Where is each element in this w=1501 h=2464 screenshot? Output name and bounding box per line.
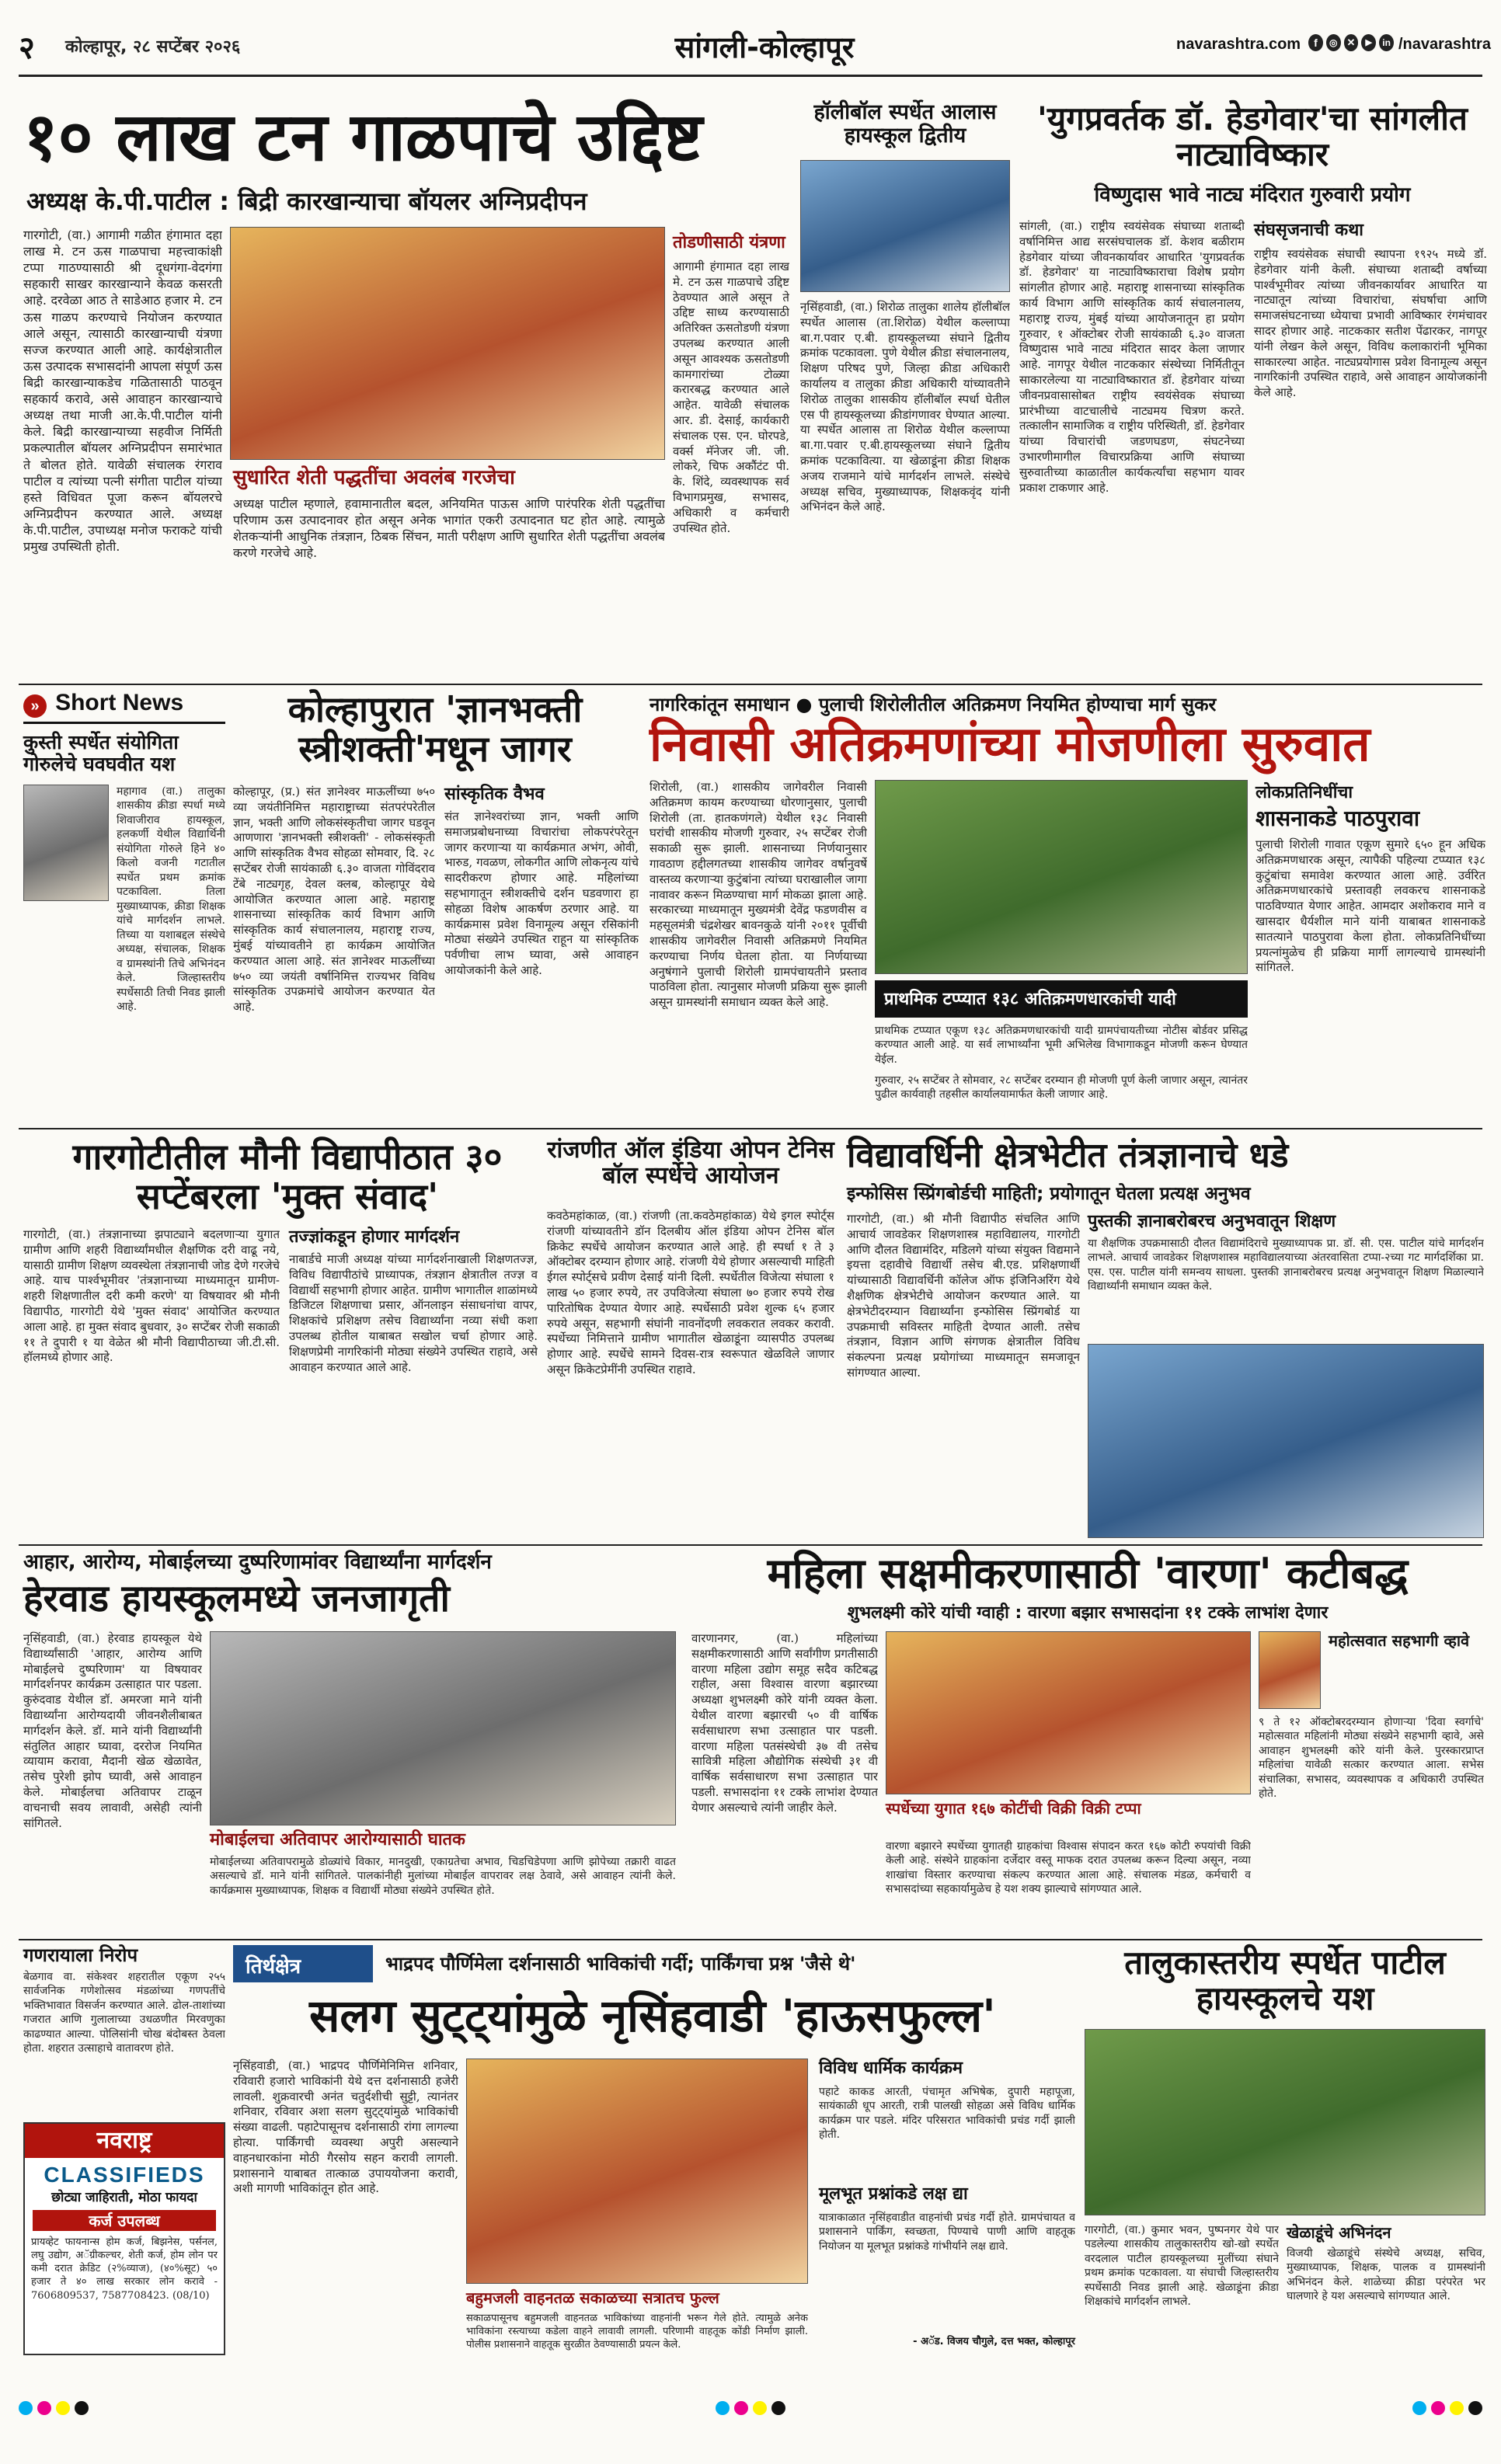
story11-box-title: खेळाडूंचे अभिनंदन bbox=[1287, 2223, 1391, 2242]
story8-headline: विद्यावर्धिनी क्षेत्रभेटीत तंत्रज्ञानाचे धडे bbox=[847, 1136, 1289, 1175]
row2-rule bbox=[19, 1128, 1482, 1129]
page-number: २ bbox=[19, 30, 35, 66]
story8-box-title: पुस्तकी ज्ञानाबरोबरच अनुभवातून शिक्षण bbox=[1088, 1212, 1336, 1231]
ganpati-body: बेळगाव वा. संकेश्वर शहरातील एकूण २५५ सार्वजनिक गणेशोत्सव मंडळांच्या गणपतींचे भक्तिभावात विसर्जन करण्यात आले. ढोल-ताशांच्या गजरात आणि गुलालाच्या उधळणीत मिरवणुका काढण्यात आल्या. पोलिसांनी चोख बंदोबस्त ठेवला होता. शहरात उत्साहाचे वातावरण होते. bbox=[23, 1971, 225, 2055]
story2-photo bbox=[800, 160, 1010, 292]
story4-side-title: सांस्कृतिक वैभव bbox=[444, 785, 545, 804]
ganpati-headline: गणरायाला निरोप bbox=[23, 1944, 138, 1966]
story5-kicker-right: पुलाची शिरोलीतील अतिक्रमण नियमित होण्याचा मार्ग सुकर bbox=[818, 694, 1217, 715]
story3-box-text: राष्ट्रीय स्वयंसेवक संघाची स्थापना १९२५ मध्ये डॉ. हेडगेवार यांनी केली. संघाच्या शताब्दी वर्षाच्या पार्श्वभूमीवर त्यांच्या जीवनकार्यावर आधारित या नाट्यातून त्यांच्या विचारांचा, संघर्षाचा आणि समाजसंघटनाच्या ध्येयाचा प्रभावी आविष्कार रंगमंचावर सादर होणार आहे. नाटककार सतीश पेंढारकर, नागपूर यांनी लेखन केले असून, विविध कलाकारांनी भूमिका साकारल्या आहेत. नाट्यप्रयोगास प्रवेश विनामूल्य असून नागरिकांनी उपस्थित राहावे, असे आवाहन आयोजकांनी केले आहे. bbox=[1254, 247, 1487, 400]
story10-subhead: शुभलक्ष्मी कोरे यांची ग्वाही : वारणा बझार सभासदांना ११ टक्के लाभांश देणार bbox=[847, 1603, 1329, 1623]
story8-body: गारगोटी, (वा.) श्री मौनी विद्यापीठ संचलित आणि आचार्य जावडेकर शिक्षणशास्त्र महाविद्यालय, गारगोटी आणि दौलत विद्यामंदिर, मडिलगे यांच्या संयुक्त विद्यमाने इयत्ता दहावीचे विद्यार्थी तसेच बी.एड. प्रशिक्षणार्थी यांच्यासाठी विद्यावर्धिनी कॉलेज ऑफ इंजिनिअरिंग येथे शैक्षणिक क्षेत्रभेटीचे आयोजन करण्यात आले. या क्षेत्रभेटीदरम्यान विद्यार्थ्यांना इन्फोसिस स्प्रिंगबोर्ड या उपक्रमाची सविस्तर माहिती देण्यात आली. तसेच तंत्रज्ञान, विज्ञान आणि संगणक क्षेत्रातील विविध संकल्पना प्रत्यक्ष प्रयोगांच्या माध्यमातून समजावून सांगण्यात आल्या. bbox=[847, 1212, 1080, 1380]
story3-headline: 'युगप्रवर्तक डॉ. हेडगेवार'चा सांगलीत नाट्याविष्कार bbox=[1037, 99, 1468, 174]
tirth-quote-title: मूलभूत प्रश्नांकडे लक्ष द्या bbox=[819, 2184, 968, 2204]
classified-box[interactable] bbox=[23, 2122, 225, 2355]
story10-photo-caption: स्पर्धेच्या युगात १६७ कोटींची विक्री विक्री टप्पा bbox=[886, 1799, 1141, 1818]
story10-portrait bbox=[1259, 1631, 1321, 1709]
tirth-label-box bbox=[233, 1945, 373, 1982]
social-handle[interactable]: /navarashtra bbox=[1398, 36, 1491, 53]
page-date: कोल्हापूर, २८ सप्टेंबर २०२६ bbox=[65, 37, 241, 57]
story5-photo bbox=[875, 780, 1248, 974]
story5-bullet1: प्राथमिक टप्प्यात एकूण १३८ अतिक्रमणधारकांची यादी ग्रामपंचायतीच्या नोटीस बोर्डवर प्रसिद्ध करण्यात आली आहे. या सर्व लाभार्थ्यांना भूमी अभिलेख विभागाकडून मोजणी करून घेण्यात येईल. bbox=[875, 1025, 1248, 1066]
tirth-quote-text: यात्राकाळात नृसिंहवाडीत वाहनांची प्रचंड गर्दी होते. ग्रामपंचायत व प्रशासनाने पार्किंग, स्वच्छता, पिण्याचे पाणी आणि वाहतूक नियोजन या मूलभूत प्रश्नांकडे गांभीर्याने लक्ष द्यावे. bbox=[819, 2212, 1075, 2253]
row3-rule bbox=[19, 1544, 1482, 1546]
story5-box-kicker: लोकप्रतिनिधींचा bbox=[1255, 783, 1353, 802]
story9-photo-text: मोबाईलच्या अतिवापरामुळे डोळ्यांचे विकार, मानदुखी, एकाग्रतेचा अभाव, चिडचिडेपणा आणि झोपेच्या तक्रारी वाढत असल्याचे डॉ. माने यांनी सांगितले. पालकांनीही मुलांच्या मोबाईल वापरावर लक्ष ठेवावे, असे आवाहन त्यांनी केले. कार्यक्रमास मुख्याध्यापक, शिक्षक व विद्यार्थी मोठ्या संख्येने उपस्थित होते. bbox=[210, 1856, 676, 1897]
story5-bullet2: गुरुवार, २५ सप्टेंबर ते सोमवार, २८ सप्टेंबर दरम्यान ही मोजणी पूर्ण केली जाणार असून, त्यानंतर पुढील कार्यवाही तहसील कार्यालयामार्फत केली जाणार आहे. bbox=[875, 1074, 1248, 1101]
story5-kicker-left: नागरिकांतून समाधान bbox=[650, 694, 790, 715]
shortnews-headline: कुस्ती स्पर्धेत संयोगिता गोरुलेचे घवघवीत यश bbox=[23, 731, 179, 775]
reg-dots-left bbox=[19, 2401, 89, 2415]
classified-text: प्रायव्हेट फायनान्स होम कर्ज, बिझनेस, पर्सनल, लघु उद्योग, अॅग्रीकल्चर, शेती कर्ज, होम लोन पर कमी दरात क्रेडिट (२%व्याज), (४०%सूट) ५० हजार ते ४० लाख सरकार लोन करावे - 7606809537, 7587708423. (08/10) bbox=[31, 2236, 218, 2302]
tirth-photo-caption: बहुमजली वाहनतळ सकाळच्या सत्रातच फुल्ल bbox=[466, 2288, 719, 2307]
story1-photo-text: अध्यक्ष पाटील म्हणाले, हवामानातील बदल, अनियमित पाऊस आणि पारंपरिक शेती पद्धतींचा परिणाम ऊस उत्पादनावर होत असून अनेक भागांत एकरी उत्पादनात घट होत आहे. त्यामुळे शेतकऱ्यांनी आधुनिक तंत्रज्ञान, ठिबक सिंचन, माती परीक्षण आणि सुधारित शेती पद्धतींचा अवलंब करणे गरजेचे आहे. bbox=[233, 496, 665, 561]
masthead bbox=[19, 23, 1491, 75]
youtube-icon[interactable]: ▶ bbox=[1361, 34, 1376, 51]
tirth-box-text: पहाटे काकड आरती, पंचामृत अभिषेक, दुपारी महापूजा, सायंकाळी धूप आरती, रात्री पालखी सोहळा असे विविध धार्मिक कार्यक्रम पार पडले. मंदिर परिसरात भाविकांची प्रचंड गर्दी झाली होती. bbox=[819, 2086, 1075, 2142]
story5-body: शिरोली, (वा.) शासकीय जागेवरील निवासी अतिक्रमण कायम करण्याच्या धोरणानुसार, पुलाची शिरोली (ता. हातकणंगले) येथील १३८ निवासी घरांची शासकीय मोजणी गुरुवार, २५ सप्टेंबर रोजी सकाळी सुरू झाली. शासनाच्या निर्णयानुसार गावठाण हद्दीलगतच्या शासकीय जागेवर वर्षानुवर्षे वास्तव्य करणाऱ्या कुटुंबांना त्यांच्या घराखालील जागा नावावर करून मिळण्याचा मार्ग मोकळा झाला आहे. सरकारच्या माध्यमातून मुख्यमंत्री देवेंद्र फडणवीस व महसूलमंत्री चंद्रशेखर बावनकुळे यांनी २०११ पूर्वीची शासकीय जागेवरील निवासी अतिक्रमणे नियमित करण्याचा निर्णय घेतला होता. या निर्णयाच्या अनुषंगाने पुलाची शिरोली ग्रामपंचायतीने प्रस्ताव पाठविला होता. त्यानुसार मोजणी प्रक्रिया सुरू झाली असून ग्रामस्थांनी समाधान व्यक्त केले आहे. bbox=[650, 780, 867, 1010]
reg-dots-right bbox=[1412, 2401, 1482, 2415]
story5-box-text: पुलाची शिरोली गावात एकूण सुमारे ६५० हून अधिक अतिक्रमणधारक असून, त्यापैकी पहिल्या टप्प्यात १३८ कुटुंबांचा समावेश करण्यात आला आहे. उर्वरित अतिक्रमणधारकांचे प्रस्तावही लवकरच शासनाकडे पाठविण्यात येणार आहेत. आमदार अशोकराव माने व खासदार धैर्यशील माने यांनी याबाबत शासनाकडे सातत्याने पाठपुरावा केला होता. लोकप्रतिनिधींच्या प्रयत्नांमुळेच ही प्रक्रिया मार्गी लागल्याचे ग्रामस्थांनी सांगितले. bbox=[1255, 837, 1485, 975]
story8-subhead: इन्फोसिस स्प्रिंगबोर्डची माहिती; प्रयोगातून घेतला प्रत्यक्ष अनुभव bbox=[847, 1184, 1251, 1204]
story1-headline: १० लाख टन गाळपाचे उद्दिष्ट bbox=[23, 99, 703, 176]
story1-body: गारगोटी, (वा.) आगामी गळीत हंगामात दहा लाख मे. टन ऊस गाळपाचा महत्त्वाकांक्षी टप्पा गाठण्यासाठी श्री दूधगंगा-वेदगंगा सहकारी साखर कारखान्याने केवळ कसरती आहे. दरवेळा आठ ते साडेआठ हजार मे. टन ऊस गाळप करण्याचे नियोजन करण्यात आले असून, त्यासाठी कारखान्याची यंत्रणा सज्ज करण्यात आली आहे. कार्यक्षेत्रातील ऊस उत्पादक सभासदांनी आपला संपूर्ण ऊस बिद्री कारखान्याकडेच गळितासाठी पाठवून सहकार्य करावे, असे आवाहन कारखान्याचे अध्यक्ष तथा माजी आ.के.पी.पाटील यांनी केले. बिद्री कारखान्याच्या सहवीज निर्मिती प्रकल्पातील बॉयलर अग्निप्रदीपन समारंभात ते बोलत होते. यावेळी संचालक रंगराव पाटील व त्यांच्या पत्नी संगीता पाटील यांच्या हस्ते विधिवत पूजा करून बॉयलरचे अग्निप्रदीपन करण्यात आले. अध्यक्ष के.पी.पाटील, उपाध्यक्ष मनोज फराकटे यांची प्रमुख उपस्थिती होती. bbox=[23, 228, 222, 555]
story6-side-title: तज्ज्ञांकडून होणार मार्गदर्शन bbox=[289, 1227, 460, 1247]
story1-photo-caption: सुधारित शेती पद्धतींचा अवलंब गरजेचा bbox=[233, 466, 515, 489]
story5-box bbox=[1255, 780, 1485, 1122]
classified-brand: नवराष्ट्र bbox=[25, 2124, 224, 2158]
tirth-photo bbox=[466, 2059, 808, 2284]
reg-dots-center bbox=[716, 2401, 785, 2415]
story11-headline: तालुकास्तरीय स्पर्धेत पाटील हायस्कूलचे यश bbox=[1124, 1944, 1446, 2018]
story3-subhead: विष्णुदास भावे नाट्य मंदिरात गुरुवारी प्रयोग bbox=[1094, 183, 1411, 207]
story1-subhead: अध्यक्ष के.पी.पाटील : बिद्री कारखान्याचा बॉयलर अग्निप्रदीपन bbox=[26, 186, 587, 216]
section-title: सांगली-कोल्हापूर bbox=[674, 30, 855, 64]
story5-photo-caption: प्राथमिक टप्प्यात १३८ अतिक्रमणधारकांची यादी bbox=[884, 990, 1176, 1009]
shortnews-arrow-icon: » bbox=[23, 694, 47, 718]
story9-headline: हेरवाड हायस्कूलमध्ये जनजागृती bbox=[23, 1577, 450, 1620]
masthead-rule bbox=[19, 75, 1482, 77]
story5-headline: निवासी अतिक्रमणांच्या मोजणीला सुरुवात bbox=[650, 715, 1370, 772]
row4-rule bbox=[19, 1939, 1482, 1940]
story3-body: सांगली, (वा.) राष्ट्रीय स्वयंसेवक संघाच्या शताब्दी वर्षानिमित्त आद्य सरसंघचालक डॉ. केशव बळीराम हेडगेवार यांच्या जीवनकार्यावर आधारित 'युगप्रवर्तक डॉ. हेडगेवार' या नाट्याविष्काराचा विशेष प्रयोग सांगलीत होणार आहे. महाराष्ट्र शासनाच्या सांस्कृतिक कार्य विभाग आणि सांस्कृतिक कार्य संचालनालय, महाराष्ट्र राज्य, मुंबई यांच्या आयोजनातून हा प्रयोग गुरुवार, १ ऑक्टोबर रोजी सायंकाळी ६.३० वाजता विष्णुदास भावे नाट्य मंदिरात सादर केला जाणार आहे. नागपूर येथील नाटककार संस्थेच्या निर्मितीतून साकारलेल्या या नाट्याविष्कारात डॉ. हेडगेवार यांच्या जीवनप्रवासासोबत राष्ट्रीय स्वयंसेवक संघाच्या प्रारंभीच्या वाटचालीचे नाट्यमय चित्रण करते. तत्कालीन सामाजिक व राष्ट्रीय परिस्थिती, डॉ. हेडगेवार यांच्या विचारांची जडणघडण, संघटनेच्या उभारणीमागील विचारप्रक्रिया आणि संघाच्या सुरुवातीच्या काळातील कार्यकर्त्यांचा सहभाग यावर प्रकाश टाकणार आहे. bbox=[1019, 219, 1245, 495]
story6-side-text: नाबार्डचे माजी अध्यक्ष यांच्या मार्गदर्शनाखाली शिक्षणतज्ज्ञ, विविध विद्यापीठांचे प्राध्यापक, तंत्रज्ञान क्षेत्रातील तज्ज्ञ व विद्यार्थी सहभागी होणार आहेत. ग्रामीण भागातील शाळांमध्ये डिजिटल शिक्षणाचा प्रसार, ऑनलाइन संसाधनांचा वापर, शिक्षकांचे प्रशिक्षण तसेच विद्यार्थ्यांना नव्या संधी कशा उपलब्ध होतील याबाबत सखोल चर्चा होणार आहे. शिक्षणप्रेमी नागरिकांनी मोठ्या संख्येने उपस्थित राहावे, असे आवाहन करण्यात आले आहे. bbox=[289, 1252, 538, 1374]
story9-photo bbox=[210, 1631, 676, 1825]
story8-box-text: या शैक्षणिक उपक्रमासाठी दौलत विद्यामंदिराचे मुख्याध्यापक प्रा. डॉ. सी. एस. पाटील यांचे मार्गदर्शन लाभले. आचार्य जावडेकर शिक्षणशास्त्र महाविद्यालयाच्या अंतरवासिता टप्पा-२च्या गट मार्गदर्शिका प्रा. एस. एस. पाटील यांनी समन्वय साधला. पुस्तकी ज्ञानाबरोबरच प्रत्यक्ष अनुभवातून शिक्षण मिळाल्याने विद्यार्थ्यांनी समाधान व्यक्त केले. bbox=[1088, 1237, 1484, 1293]
story9-photo-caption: मोबाईलचा अतिवापर आरोग्यासाठी घातक bbox=[210, 1830, 465, 1850]
shortnews-label-bar bbox=[23, 690, 225, 724]
story9-body: नृसिंहवाडी, (वा.) हेरवाड हायस्कूल येथे विद्यार्थ्यांसाठी 'आहार, आरोग्य आणि मोबाईलचे दुष्परिणाम' या विषयावर मार्गदर्शनपर कार्यक्रम उत्साहात पार पडला. कुरुंदवाड येथील डॉ. अमरजा माने यांनी विद्यार्थ्यांना आरोग्यदायी जीवनशैलीबाबत मार्गदर्शन केले. डॉ. माने यांनी विद्यार्थ्यांनी संतुलित आहार घ्यावा, दररोज नियमित व्यायाम करावा, मैदानी खेळ खेळावेत, तसेच पुरेशी झोप घ्यावी, असे आवाहन केले. मोबाईलचा अतिवापर टाळून वाचनाची सवय लावावी, असेही त्यांनी सांगितले. bbox=[23, 1631, 202, 1830]
shortnews-label: Short News bbox=[55, 690, 184, 715]
story11-box-text: विजयी खेळाडूंचे संस्थेचे अध्यक्ष, सचिव, मुख्याध्यापक, शिक्षक, पालक व ग्रामस्थांनी अभिनंदन केले. शाळेच्या क्रीडा परंपरेत भर घालणारे हे यश असल्याचे सांगण्यात आले. bbox=[1287, 2247, 1485, 2303]
tirth-quote-author: - अॅड. विजय चौगुले, दत्त भक्त, कोल्हापूर bbox=[913, 2336, 1075, 2347]
story9-kicker: आहार, आरोग्य, मोबाईलच्या दुष्परिणामांवर विद्यार्थ्यांना मार्गदर्शन bbox=[23, 1550, 492, 1574]
tirth-kicker: भाद्रपद पौर्णिमेला दर्शनासाठी भाविकांची गर्दी; पार्किंगचा प्रश्न 'जैसे थे' bbox=[385, 1953, 856, 1975]
tirth-photo-text: सकाळपासूनच बहुमजली वाहनतळ भाविकांच्या वाहनांनी भरून गेले होते. त्यामुळे अनेक भाविकांना रस्त्याच्या कडेला वाहने लावावी लागली. परिणामी वाहतूक कोंडी निर्माण झाली. पोलीस प्रशासनाने वाहतूक सुरळीत ठेवण्यासाठी प्रयत्न केले. bbox=[466, 2313, 808, 2351]
story10-box-title: महोत्सवात सहभागी व्हावे bbox=[1329, 1631, 1470, 1650]
registration-marks bbox=[19, 2393, 1482, 2424]
story10-photo bbox=[886, 1631, 1251, 1794]
instagram-icon[interactable]: ◎ bbox=[1326, 34, 1341, 51]
story6-body: गारगोटी, (वा.) तंत्रज्ञानाच्या झपाट्याने बदलणाऱ्या युगात ग्रामीण आणि शहरी विद्यार्थ्यांमधील शैक्षणिक दरी वाढू नये, यासाठी ग्रामीण शिक्षण व्यवस्थेला तंत्रज्ञानाची जोड देणे गरजेचे आहे. याच पार्श्वभूमीवर 'तंत्रज्ञानाच्या माध्यमातून ग्रामीण-शहरी शिक्षणातील दरी कमी करणे' या विषयावर श्री मौनी विद्यापीठ, गारगोटी येथे 'मुक्त संवाद' आयोजित करण्यात आला आहे. हा मुक्त संवाद बुधवार, ३० सप्टेंबर रोजी सकाळी ११ ते दुपारी १ या वेळेत श्री मौनी विद्यापीठाच्या जी.टी.सी. हॉलमध्ये होणार आहे. bbox=[23, 1227, 280, 1365]
x-icon[interactable]: ✕ bbox=[1344, 34, 1359, 51]
story2-body: नृसिंहवाडी, (वा.) शिरोळ तालुका शालेय हॉलीबॉल स्पर्धेत आलास (ता.शिरोळ) येथील कल्लाप्पा बा.ग.पवार ए.बी. हायस्कूलच्या संघाने द्वितीय क्रमांक पटकावला. पुणे येथील क्रीडा संचालनालय, शिक्षण परिषद पुणे, जिल्हा क्रीडा अधिकारी कार्यालय व तालुका क्रीडा अधिकारी यांच्यावतीने शिरोळ तालुका शासकीय हॉलीबॉल स्पर्धा घेतील एस पी हायस्कूलच्या क्रीडांगणावर घेण्यात आल्या. या स्पर्धेत आलास ता शिरोळ येथील कल्लाप्पा बा.गा.पवार ए.बी.हायस्कूलच्या संघाने द्वितीय क्रमांक पटकावित्या. या खेळाडूंना क्रीडा शिक्षक अजय राजमाने यांचे मार्गदर्शन लाभले. संस्थेचे अध्यक्ष सचिव, मुख्याध्यापक, शिक्षकवृंद यांनी अभिनंदन केले आहे. bbox=[800, 300, 1010, 514]
story5-kicker bbox=[650, 691, 1485, 717]
story11-photo bbox=[1085, 2029, 1485, 2215]
site-url[interactable]: navarashtra.com bbox=[1176, 36, 1301, 53]
tirth-headline: सलग सुट्ट्यांमुळे नृसिंहवाडी 'हाऊसफुल्ल' bbox=[309, 1989, 996, 2042]
story7-body: कवठेमहांकाळ, (वा.) रांजणी (ता.कवठेमहांकाळ) येथे इगल स्पोर्ट्स रांजणी यांच्यावतीने डॉन दिलबीय ऑल इंडिया ओपन टेनिस बॉल क्रिकेट स्पर्धेचे आयोजन करण्यात आले आहे. ही स्पर्धा १ ते ३ ऑक्टोबर दरम्यान होणार आहे. रांजणी येथे होणार असल्याची माहिती ईगल स्पोर्ट्सचे प्रवीण देसाई यांनी दिली. स्पर्धेतील विजेत्या संघाला १ लाख ५० हजार रुपये, तर उपविजेत्या संघाला ७० हजार रुपये रोख पारितोषिक देण्यात येणार आहे. स्पर्धेसाठी प्रवेश शुल्क ६५ हजार रुपये असून, सहभागी संघांनी नावनोंदणी लवकरात लवकर करावी. स्पर्धेच्या निमित्ताने ग्रामीण भागातील खेळाडूंना व्यासपीठ उपलब्ध होणार आहे. स्पर्धेचे सामने दिवस-रात्र स्वरूपात खेळविले जाणार असून क्रिकेटप्रेमींनी उपस्थित राहावे. bbox=[547, 1209, 834, 1376]
classified-tagline: छोट्या जाहिराती, मोठा फायदा bbox=[51, 2190, 197, 2205]
classified-section: कर्ज उपलब्ध bbox=[33, 2210, 216, 2231]
facebook-icon[interactable]: f bbox=[1308, 34, 1323, 51]
tirth-body: नृसिंहवाडी, (वा.) भाद्रपद पौर्णिमेनिमित्त शनिवार, रविवारी हजारो भाविकांनी येथे दत्त दर्शनासाठी हजेरी लावली. शुक्रवारची अनंत चतुर्दशीची सुट्टी, त्यानंतर शनिवार, रविवार अशा सलग सुट्ट्यांमुळे भाविकांची संख्या वाढली. पहाटेपासूनच दर्शनासाठी रांगा लागल्या होत्या. पार्किंगची व्यवस्था अपुरी असल्याने वाहनधारकांना मोठी गैरसोय सहन करावी लागली. प्रशासनाने याबाबत तात्काळ उपाययोजना करावी, अशी मागणी भाविकांतून होत आहे. bbox=[233, 2059, 458, 2196]
story10-body: वारणानगर, (वा.) महिलांच्या सक्षमीकरणासाठी आणि सर्वांगीण प्रगतीसाठी वारणा महिला उद्योग समूह सदैव कटिबद्ध राहील, असा विश्वास वारणा बझारच्या अध्यक्षा शुभलक्ष्मी कोरे यांनी व्यक्त केला. येथील वारणा बझारची ५० वी वार्षिक सर्वसाधारण सभा उत्साहात पार पडली. वारणा महिला पतसंस्थेची ३७ वी तसेच सावित्री महिला औद्योगिक संस्थेची ३१ वी वार्षिक सर्वसाधारण सभा उत्साहात पार पडली. सभासदांना ११ टक्के लाभांश देण्यात येणार असल्याचे त्यांनी जाहीर केले. bbox=[691, 1631, 878, 1815]
story11-body: गारगोटी, (वा.) कुमार भवन, पुष्पनगर येथे पार पडलेल्या शासकीय तालुकास्तरीय खो-खो स्पर्धेत वरदलाल पाटील हायस्कूलच्या मुलींच्या संघाने प्रथम क्रमांक पटकावला. या संघाची जिल्हास्तरीय स्पर्धेसाठी निवड झाली आहे. खेळाडूंना क्रीडा शिक्षकांचे मार्गदर्शन लाभले. bbox=[1085, 2224, 1279, 2309]
story5-photo-caption-box bbox=[875, 980, 1248, 1018]
classified-title: CLASSIFIEDS bbox=[44, 2163, 205, 2187]
row1-rule bbox=[19, 684, 1482, 685]
linkedin-icon[interactable]: in bbox=[1379, 34, 1394, 51]
shortnews-body: महागाव (वा.) तालुका शासकीय क्रीडा स्पर्धा मध्ये शिवाजीराव हायस्कूल, हलकर्णी येथील विद्यार्थिनी संयोगिता गोरुले हिने ४० किलो वजनी गटातील स्पर्धेत प्रथम क्रमांक पटकाविला. तिला मुख्याध्यापक, क्रीडा शिक्षक यांचे मार्गदर्शन लाभले. तिच्या या यशाबद्दल संस्थेचे अध्यक्ष, संचालक, शिक्षक व ग्रामस्थांनी तिचे अभिनंदन केले. जिल्हास्तरीय स्पर्धेसाठी तिची निवड झाली आहे. bbox=[117, 785, 225, 1014]
shortnews-photo bbox=[23, 785, 109, 901]
story7-headline: रांजणीत ऑल इंडिया ओपन टेनिस बॉल स्पर्धेचे आयोजन bbox=[547, 1136, 834, 1189]
social-icons[interactable] bbox=[1308, 34, 1394, 54]
story5-box-title: शासनाकडे पाठपुरावा bbox=[1255, 806, 1420, 831]
tirth-label: तिर्थक्षेत्र bbox=[246, 1955, 301, 1979]
tirth-box-title: विविध धार्मिक कार्यक्रम bbox=[819, 2059, 963, 2078]
story8-photo bbox=[1088, 1344, 1484, 1538]
story1-photo bbox=[230, 227, 665, 460]
story10-box-text: ९ ते १२ ऑक्टोबरदरम्यान होणाऱ्या 'दिवा स्वर्गाचे' महोत्सवात महिलांनी मोठ्या संख्येने सहभागी व्हावे, असे आवाहन शुभलक्ष्मी कोरे यांनी केले. पुरस्कारप्राप्त महिलांचा यावेळी सत्कार करण्यात आला. सभेस संचालिका, सभासद, व्यवस्थापक व अधिकारी उपस्थित होते. bbox=[1259, 1716, 1484, 1801]
story10-headline: महिला सक्षमीकरणासाठी 'वारणा' कटीबद्ध bbox=[767, 1549, 1409, 1598]
story2-headline: हॉलीबॉल स्पर्धेत आलास हायस्कूल द्वितीय bbox=[813, 100, 997, 148]
story3-box-title: संघसृजनाची कथा bbox=[1254, 221, 1363, 240]
bullet-icon: ● bbox=[796, 694, 819, 715]
story4-headline: कोल्हापुरात 'ज्ञानभक्ती स्त्रीशक्ती'मधून जागर bbox=[287, 688, 583, 770]
story4-body: कोल्हापूर, (प्र.) संत ज्ञानेश्वर माऊलींच्या ७५० व्या जयंतीनिमित्त महाराष्ट्राच्या संतपरंपरेतील ज्ञान, भक्ती आणि लोकसंस्कृतीचा जागर घडवून आणणारा 'ज्ञानभक्ती स्त्रीशक्ती' - लोकसंस्कृती आणि सांस्कृतिक वैभव सोहळा सोमवार, दि. २८ सप्टेंबर रोजी सायंकाळी ६.३० वाजता गोविंदराव टेंबे नाट्यगृह, देवल क्लब, कोल्हापूर येथे आयोजित करण्यात आला आहे. महाराष्ट्र शासनाच्या सांस्कृतिक कार्य विभाग आणि सांस्कृतिक कार्य संचालनालय, महाराष्ट्र राज्य, मुंबई यांच्यावतीने हा कार्यक्रम आयोजित करण्यात आला आहे. संत ज्ञानेश्वर माऊलींच्या ७५० व्या जयंती वर्षानिमित्त राज्यभर विविध सांस्कृतिक उपक्रमांचे आयोजन करण्यात येत आहे. bbox=[233, 785, 435, 1014]
story6-headline: गारगोटीतील मौनी विद्यापीठात ३० सप्टेंबरला 'मुक्त संवाद' bbox=[72, 1136, 503, 1217]
story4-side-text: संत ज्ञानेश्वरांच्या ज्ञान, भक्ती आणि समाजप्रबोधनाच्या विचारांचा लोकपरंपरेतून जागर करणाऱ्या या कार्यक्रमात अभंग, ओवी, भारुड, गवळण, लोकगीत आणि लोकनृत्य यांचे सादरीकरण होणार आहे. महिलांच्या सहभागातून स्त्रीशक्तीचे दर्शन घडवणारा हा सोहळा विशेष आकर्षण ठरणार आहे. या कार्यक्रमास प्रवेश विनामूल्य असून रसिकांनी मोठ्या संख्येने उपस्थित राहून या सांस्कृतिक पर्वणीचा लाभ घ्यावा, असे आवाहन आयोजकांनी केले आहे. bbox=[444, 809, 639, 977]
story1-side-text: आगामी हंगामात दहा लाख मे. टन ऊस गाळपाचे उद्दिष्ट ठेवण्यात आले असून ते उद्दिष्ट साध्य करण्यासाठी अतिरिक्त ऊसतोडणी यंत्रणा उपलब्ध करण्यात आली असून आवश्यक ऊसतोडणी कामगारांच्या टोळ्या करारबद्ध करण्यात आले आहेत. यावेळी संचालक आर. डी. देसाई, कार्यकारी संचालक एस. एन. घोरपडे, वर्क्स मॅनेजर जी. जी. लोकरे, चिफ अकौंटंट पी. के. शिंदे, व्यवस्थापक सर्व विभागप्रमुख, सभासद, अधिकारी व कर्मचारी उपस्थित होते. bbox=[673, 259, 789, 535]
story1-side-title: तोडणीसाठी यंत्रणा bbox=[673, 233, 785, 252]
story10-photo-text: वारणा बझारने स्पर्धेच्या युगातही ग्राहकांचा विश्वास संपादन करत १६७ कोटी रुपयांची विक्री केली आहे. संस्थेने ग्राहकांना दर्जेदार वस्तू माफक दरात उपलब्ध करून दिल्या असून, नव्या शाखांचा विस्तार करण्याचा संकल्प करण्यात आला आहे. संचालक मंडळ, कर्मचारी व सभासदांच्या सहकार्यामुळेच हे यश शक्य झाल्याचे सांगण्यात आले. bbox=[886, 1840, 1251, 1896]
